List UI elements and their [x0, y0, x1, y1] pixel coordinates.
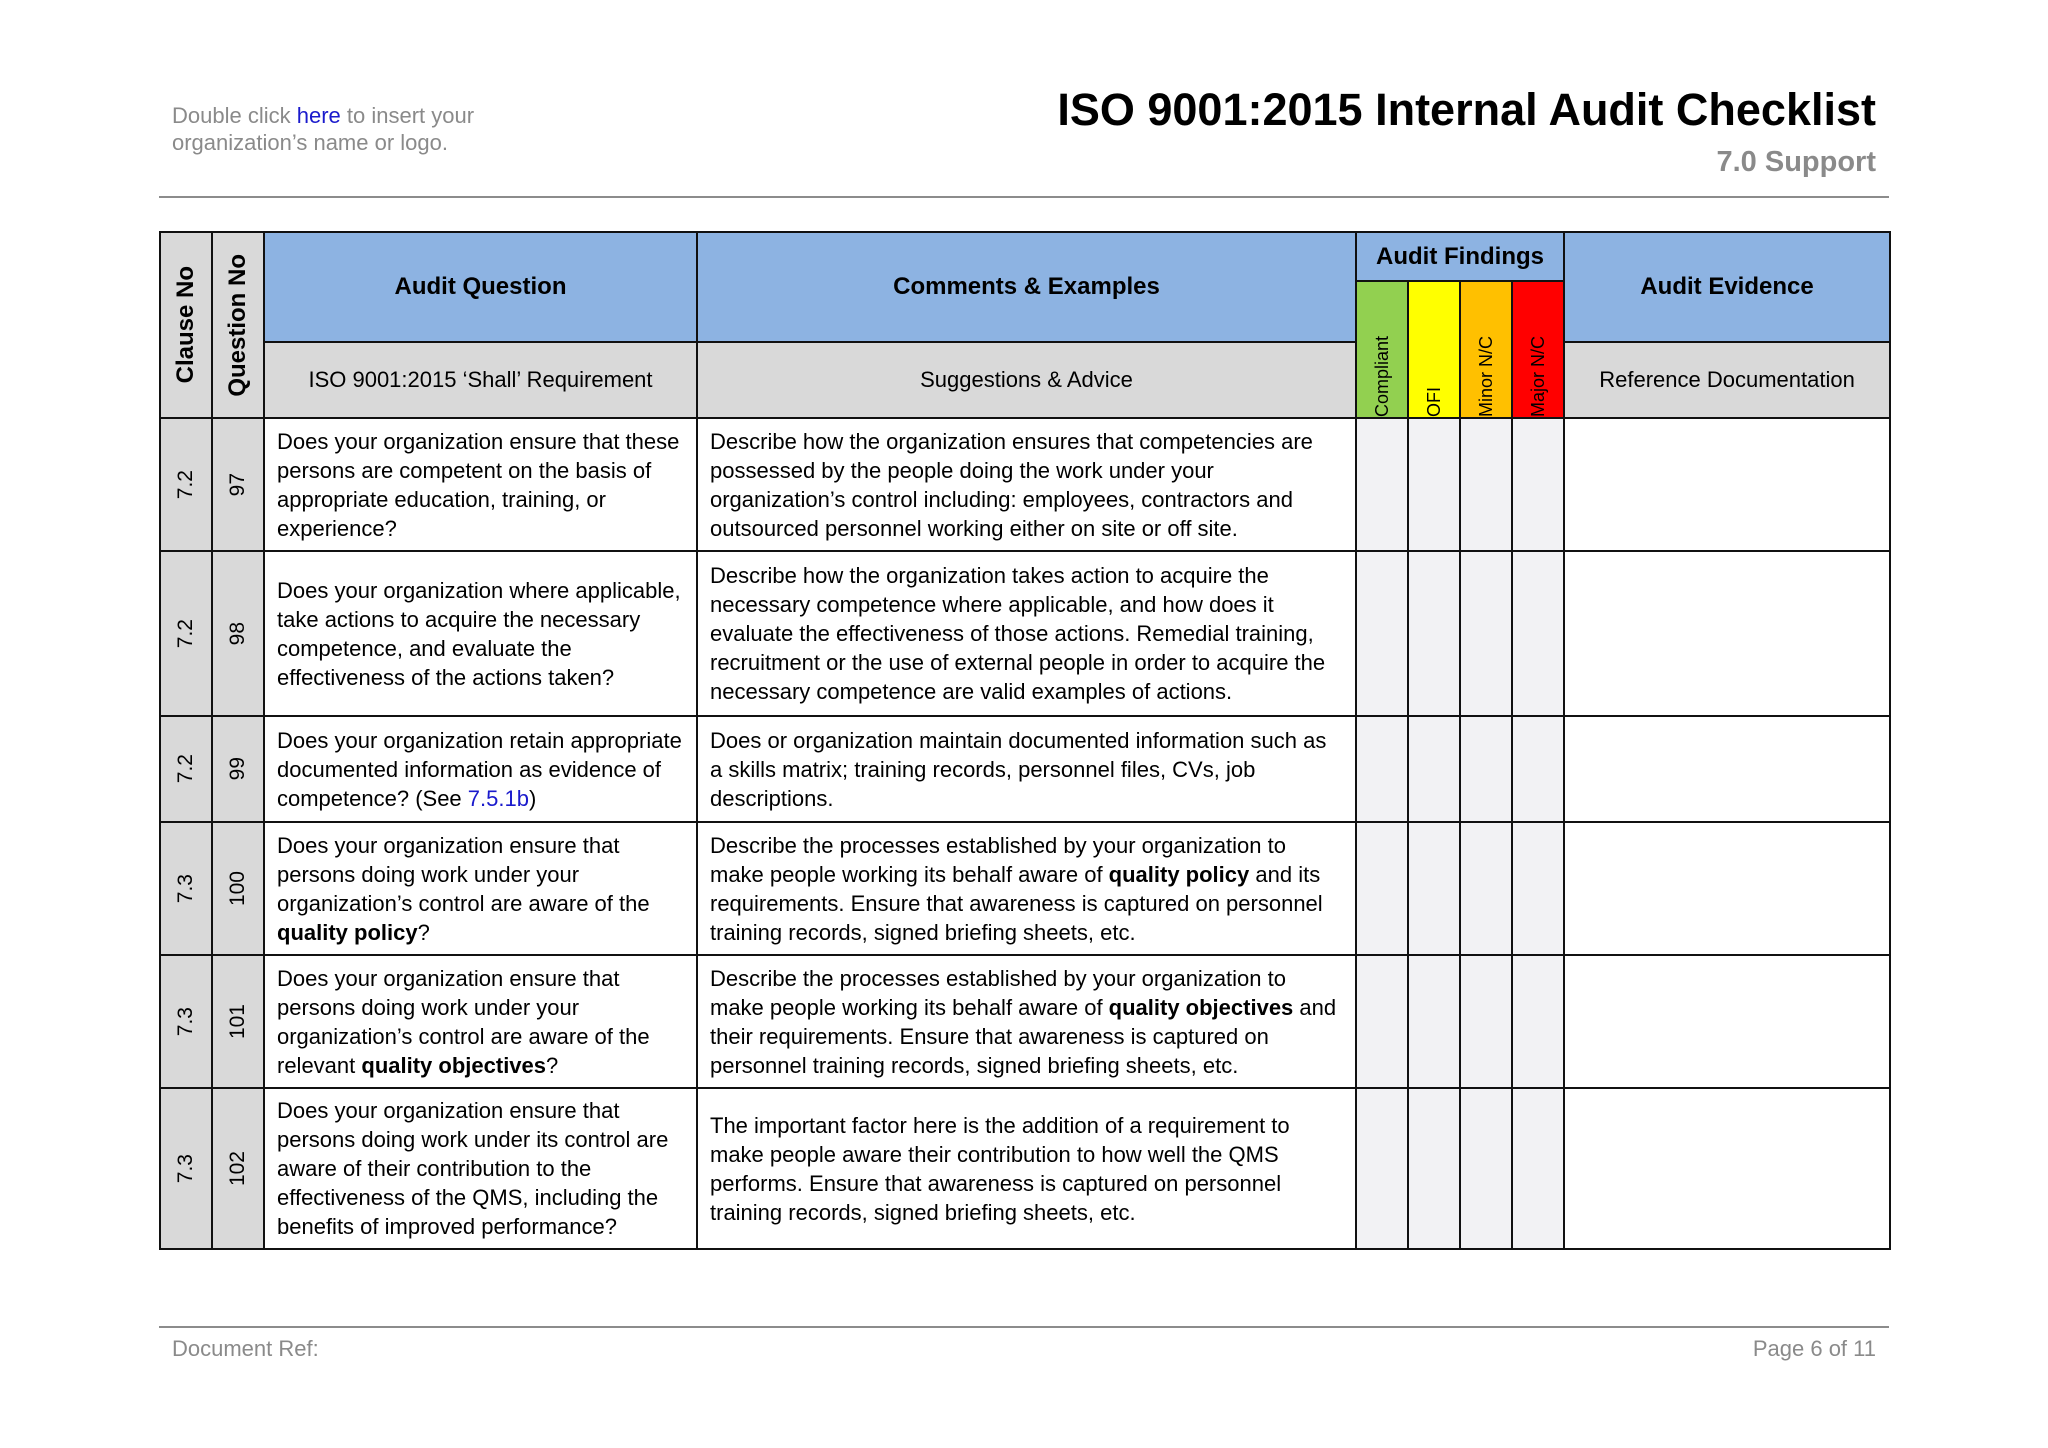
- question-keyword: quality policy: [277, 919, 418, 945]
- ofi-checkbox-cell[interactable]: [1408, 822, 1460, 955]
- comment-cell: [697, 955, 1356, 1088]
- question-text-end: ): [528, 785, 537, 811]
- question-number: 98: [226, 621, 249, 646]
- compliant-checkbox-cell[interactable]: [1356, 716, 1408, 822]
- table-row: [160, 1088, 1890, 1249]
- minor-nc-checkbox-cell[interactable]: [1460, 716, 1512, 822]
- clause-cell: [160, 716, 212, 822]
- comment-text-end: and their requirements. Ensure that awareness is captured on personnel training records, signed briefing sheets, etc.: [710, 994, 1337, 1078]
- audit-question-cell: [264, 716, 697, 822]
- question-text-end: ?: [546, 1052, 559, 1078]
- ofi-checkbox-cell[interactable]: [1408, 955, 1460, 1088]
- finding-major-label: Major N/C: [1527, 335, 1548, 417]
- compliant-checkbox-cell[interactable]: [1356, 418, 1408, 551]
- question-no-cell: [212, 955, 264, 1088]
- table-row: [160, 551, 1890, 716]
- clause-reference-link[interactable]: 7.5.1b: [467, 785, 529, 811]
- clause-cell: [160, 822, 212, 955]
- finding-compliant-label: Compliant: [1371, 335, 1392, 417]
- question-text: Does your organization ensure that persons doing work under your organization’s control are aware of the: [277, 832, 650, 916]
- finding-compliant-header: [1356, 281, 1408, 418]
- finding-ofi-header: [1408, 281, 1460, 418]
- minor-nc-checkbox-cell[interactable]: [1460, 822, 1512, 955]
- audit-checklist-table: [159, 231, 1891, 1250]
- question-text: Does your organization where applicable, take actions to acquire the necessary competence, and evaluate the effectiveness of the actions taken?: [277, 577, 681, 690]
- header-divider: [159, 196, 1889, 198]
- comment-cell: [697, 418, 1356, 551]
- comment-cell: [697, 551, 1356, 716]
- clause-cell: [160, 551, 212, 716]
- compliant-checkbox-cell[interactable]: [1356, 822, 1408, 955]
- major-nc-checkbox-cell[interactable]: [1512, 716, 1564, 822]
- insert-logo-link[interactable]: here: [296, 103, 341, 128]
- audit-evidence-cell[interactable]: [1564, 955, 1890, 1088]
- finding-minor-header: [1460, 281, 1512, 418]
- document-ref: Document Ref:: [172, 1336, 319, 1361]
- question-no-cell: [212, 822, 264, 955]
- comment-text: Describe the processes established by your organization to make people working its behalf aware of: [710, 832, 1286, 887]
- comment-text-end: and its requirements. Ensure that awareness is captured on personnel training records, signed briefing sheets, etc.: [710, 861, 1323, 945]
- ofi-checkbox-cell[interactable]: [1408, 551, 1460, 716]
- comment-text: Describe how the organization takes action to acquire the necessary competence where applicable, and how does it evaluate the effectiveness of those actions. Remedial training, recruitment or the use of external people in order to acquire the necessary competence are valid examples of actions.: [710, 563, 1326, 704]
- question-no-cell: [212, 716, 264, 822]
- major-nc-checkbox-cell[interactable]: [1512, 822, 1564, 955]
- finding-major-header: [1512, 281, 1564, 418]
- question-no-cell: [212, 551, 264, 716]
- question-no-cell: [212, 418, 264, 551]
- audit-question-cell: [264, 822, 697, 955]
- clause-number: 7.3: [174, 873, 197, 904]
- compliant-checkbox-cell[interactable]: [1356, 551, 1408, 716]
- clause-no-label: Clause No: [172, 266, 199, 384]
- question-number: 99: [226, 757, 249, 781]
- audit-question-cell: [264, 1088, 697, 1249]
- comments-header: Comments & Examples: [697, 232, 1356, 342]
- ofi-checkbox-cell[interactable]: [1408, 1088, 1460, 1249]
- suggestions-subheader: Suggestions & Advice: [697, 342, 1356, 418]
- audit-evidence-cell[interactable]: [1564, 716, 1890, 822]
- clause-number: 7.2: [174, 754, 197, 784]
- question-no-cell: [212, 1088, 264, 1249]
- clause-cell: [160, 418, 212, 551]
- question-no-header: [212, 232, 264, 418]
- comment-text: The important factor here is the addition of a requirement to make people aware their contribution to how well the QMS performs. Ensure that awareness is captured on personnel training records, signed briefing sheets, etc.: [710, 1112, 1290, 1225]
- comment-text: Describe the processes established by your organization to make people working its behalf aware of: [710, 965, 1286, 1020]
- ofi-checkbox-cell[interactable]: [1408, 716, 1460, 822]
- minor-nc-checkbox-cell[interactable]: [1460, 1088, 1512, 1249]
- comment-text: Describe how the organization ensures that competencies are possessed by the people doing the work under your organization’s control including: employees, contractors and outsourced personnel working either on site or off site.: [710, 428, 1313, 541]
- placeholder-text-pre: Double click: [172, 103, 297, 128]
- major-nc-checkbox-cell[interactable]: [1512, 955, 1564, 1088]
- question-number: 97: [226, 472, 249, 497]
- question-text: Does your organization ensure that persons doing work under its control are aware of their contribution to the effectiveness of the QMS, including the benefits of improved performance?: [277, 1098, 669, 1239]
- audit-findings-header: Audit Findings: [1356, 232, 1564, 281]
- clause-number: 7.3: [174, 1006, 197, 1037]
- finding-minor-label: Minor N/C: [1475, 335, 1496, 417]
- question-number: 100: [226, 870, 249, 907]
- page-number: Page 6 of 11: [1752, 1336, 1876, 1361]
- audit-evidence-header: Audit Evidence: [1564, 232, 1890, 342]
- question-text: Does your organization ensure that these persons are competent on the basis of appropriate education, training, or experience?: [277, 428, 680, 541]
- audit-question-cell: [264, 551, 697, 716]
- document-title: ISO 9001:2015 Internal Audit Checklist: [1057, 84, 1876, 135]
- compliant-checkbox-cell[interactable]: [1356, 1088, 1408, 1249]
- question-number: 101: [226, 1003, 249, 1040]
- minor-nc-checkbox-cell[interactable]: [1460, 551, 1512, 716]
- footer-divider: [159, 1326, 1889, 1328]
- table-row: [160, 716, 1890, 822]
- ofi-checkbox-cell[interactable]: [1408, 418, 1460, 551]
- comment-cell: [697, 716, 1356, 822]
- minor-nc-checkbox-cell[interactable]: [1460, 418, 1512, 551]
- question-keyword: quality objectives: [361, 1052, 547, 1078]
- compliant-checkbox-cell[interactable]: [1356, 955, 1408, 1088]
- question-text: Does your organization retain appropriate documented information as evidence of competence? (See: [277, 727, 682, 811]
- major-nc-checkbox-cell[interactable]: [1512, 418, 1564, 551]
- section-subtitle: 7.0 Support: [1716, 146, 1876, 178]
- audit-evidence-cell[interactable]: [1564, 418, 1890, 551]
- organization-placeholder[interactable]: [172, 102, 492, 156]
- question-no-label: Question No: [224, 253, 251, 397]
- audit-evidence-cell[interactable]: [1564, 822, 1890, 955]
- major-nc-checkbox-cell[interactable]: [1512, 1088, 1564, 1249]
- question-number: 102: [226, 1150, 249, 1187]
- clause-number: 7.2: [174, 469, 197, 500]
- clause-number: 7.2: [174, 618, 197, 649]
- requirement-subheader: ISO 9001:2015 ‘Shall’ Requirement: [264, 342, 697, 418]
- minor-nc-checkbox-cell[interactable]: [1460, 955, 1512, 1088]
- finding-ofi-label: OFI: [1423, 387, 1444, 417]
- question-text: Does your organization ensure that persons doing work under your organization’s control are aware of the relevant: [277, 965, 650, 1078]
- clause-no-header: [160, 232, 212, 418]
- audit-evidence-cell[interactable]: [1564, 1088, 1890, 1249]
- audit-question-header: Audit Question: [264, 232, 697, 342]
- comment-keyword: quality objectives: [1108, 994, 1294, 1020]
- question-text-end: ?: [417, 919, 430, 945]
- placeholder-text-post: to insert your organization’s name or logo.: [172, 103, 475, 155]
- audit-question-cell: [264, 418, 697, 551]
- table-row: [160, 822, 1890, 955]
- clause-cell: [160, 1088, 212, 1249]
- clause-number: 7.3: [174, 1153, 197, 1184]
- comment-text: Does or organization maintain documented information such as a skills matrix; training records, personnel files, CVs, job descriptions.: [710, 727, 1327, 811]
- comment-cell: [697, 822, 1356, 955]
- table-row: [160, 418, 1890, 551]
- audit-evidence-cell[interactable]: [1564, 551, 1890, 716]
- comment-cell: [697, 1088, 1356, 1249]
- audit-question-cell: [264, 955, 697, 1088]
- clause-cell: [160, 955, 212, 1088]
- comment-keyword: quality policy: [1108, 861, 1250, 887]
- table-row: [160, 955, 1890, 1088]
- reference-subheader: Reference Documentation: [1564, 342, 1890, 418]
- major-nc-checkbox-cell[interactable]: [1512, 551, 1564, 716]
